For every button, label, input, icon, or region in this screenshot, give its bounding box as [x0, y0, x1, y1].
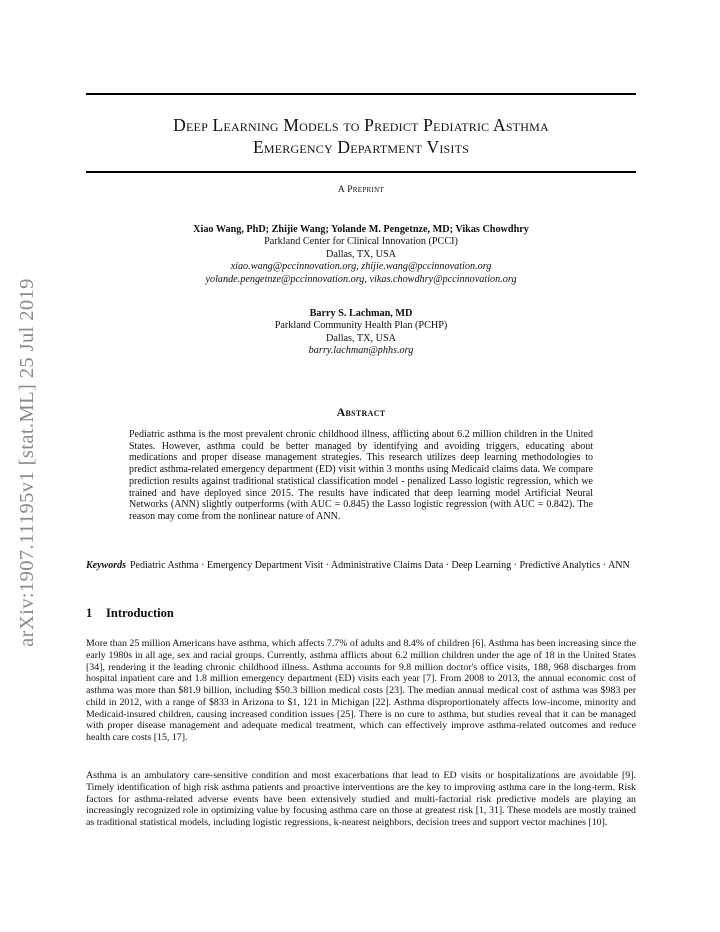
keywords-label: Keywords: [86, 560, 126, 571]
paper-title: [86, 114, 636, 158]
body-paragraph: More than 25 million Americans have asthma, which affects 7.7% of adults and 8.4% of children [6]. Asthma has been increasing since the early 1980s in all age, sex and racial groups. Currently, asthma afflicts about 6.2 million children under the age of 18 in the United States [34], rendering it the leading chronic childhood illness. Asthma accounts for 9.8 million doctor's office visits, 188, 968 discharges from hospital inpatient care and 1.8 million emergency department (ED) visits each year [7]. From 2008 to 2013, the annual economic cost of asthma was more than $81.9 billion, including $50.3 billion medical costs [23]. The median annual medical cost of asthma was $983 per child in 2012, with a range of $833 in Arizona to $1, 121 in Michigan [22]. Asthma disproportionately affects low-income, minority and Medicaid-insured children, causing increased condition issues [25]. There is no cure to asthma, but studies reveal that it can be managed with proper disease management and adequate medical treatment, which can effectively improve asthma-related outcomes and reduce health care costs [15, 17].: [86, 638, 636, 743]
preprint-label: A Preprint: [337, 185, 385, 195]
author-email-line[interactable]: barry.lachman@phhs.org: [308, 345, 414, 357]
abstract-heading: Abstract: [336, 405, 386, 419]
author-block-pchp: [86, 308, 636, 358]
author-location: Dallas, TX, USA: [326, 248, 396, 260]
author-affiliation: Parkland Center for Clinical Innovation (PCCI): [264, 236, 458, 248]
abstract-text: Pediatric asthma is the most prevalent chronic childhood illness, afflicting about 6.2 million children in the United States. However, asthma could be better managed by identifying and avoiding triggers, educating about medications and proper disease management strategies. This research utilizes deep learning methodologies to predict asthma-related emergency department (ED) visit within 3 months using Medicaid claims data. We compare prediction results against traditional statistical classification model - penalized Lasso logistic regression, which we trained and have deployed since 2015. The results have indicated that deep learning model Artificial Neural Networks (ANN) slightly outperforms (with AUC = 0.845) the Lasso logistic regression (with AUC = 0.842). The reason may come from the nonlinear nature of ANN.: [129, 429, 593, 522]
title-top-rule: [86, 93, 636, 95]
author-names: Xiao Wang, PhD; Zhijie Wang; Yolande M. Pengetnze, MD; Vikas Chowdhry: [193, 224, 529, 235]
arxiv-sidebar-identifier: [7, 252, 47, 672]
arxiv-identifier-text: arXiv:1907.11195v1 [stat.ML] 25 Jul 2019: [15, 277, 38, 647]
section-heading-introduction: [86, 606, 174, 621]
author-block-pcci: [86, 224, 636, 286]
title-bottom-rule: [86, 171, 636, 173]
author-email-line[interactable]: yolande.pengetnze@pccinnovation.org, vikas.chowdhry@pccinnovation.org: [205, 273, 517, 285]
paper-title-line-1: Deep Learning Models to Predict Pediatric Asthma: [173, 115, 549, 135]
section-title: Introduction: [106, 606, 174, 620]
author-affiliation: Parkland Community Health Plan (PCHP): [274, 320, 448, 332]
keywords-text: Pediatric Asthma · Emergency Department Visit · Administrative Claims Data · Deep Learning · Predictive Analytics · ANN: [130, 560, 630, 571]
author-email-line[interactable]: xiao.wang@pccinnovation.org, zhijie.wang@pccinnovation.org: [230, 261, 492, 273]
keywords-block: [86, 560, 636, 572]
body-paragraph: Asthma is an ambulatory care-sensitive condition and most exacerbations that lead to ED visits or hospitalizations are avoidable [9]. Timely identification of high risk asthma patients and proactive interventions are the key to improving asthma care in the long-term. Risk factors for asthma-related adverse events have been extensively studied and multi-factorial risk predictive models are playing an increasingly recognized role in optimizing value by focusing asthma care on those at greatest risk [1, 31]. These models are mostly trained as traditional statistical models, including logistic regressions, k-nearest neighbors, decision trees and support vector machines [10].: [86, 770, 636, 828]
author-location: Dallas, TX, USA: [326, 332, 396, 344]
paper-title-line-2: Emergency Department Visits: [253, 137, 469, 157]
author-names: Barry S. Lachman, MD: [309, 308, 413, 319]
section-number: 1: [86, 606, 93, 620]
